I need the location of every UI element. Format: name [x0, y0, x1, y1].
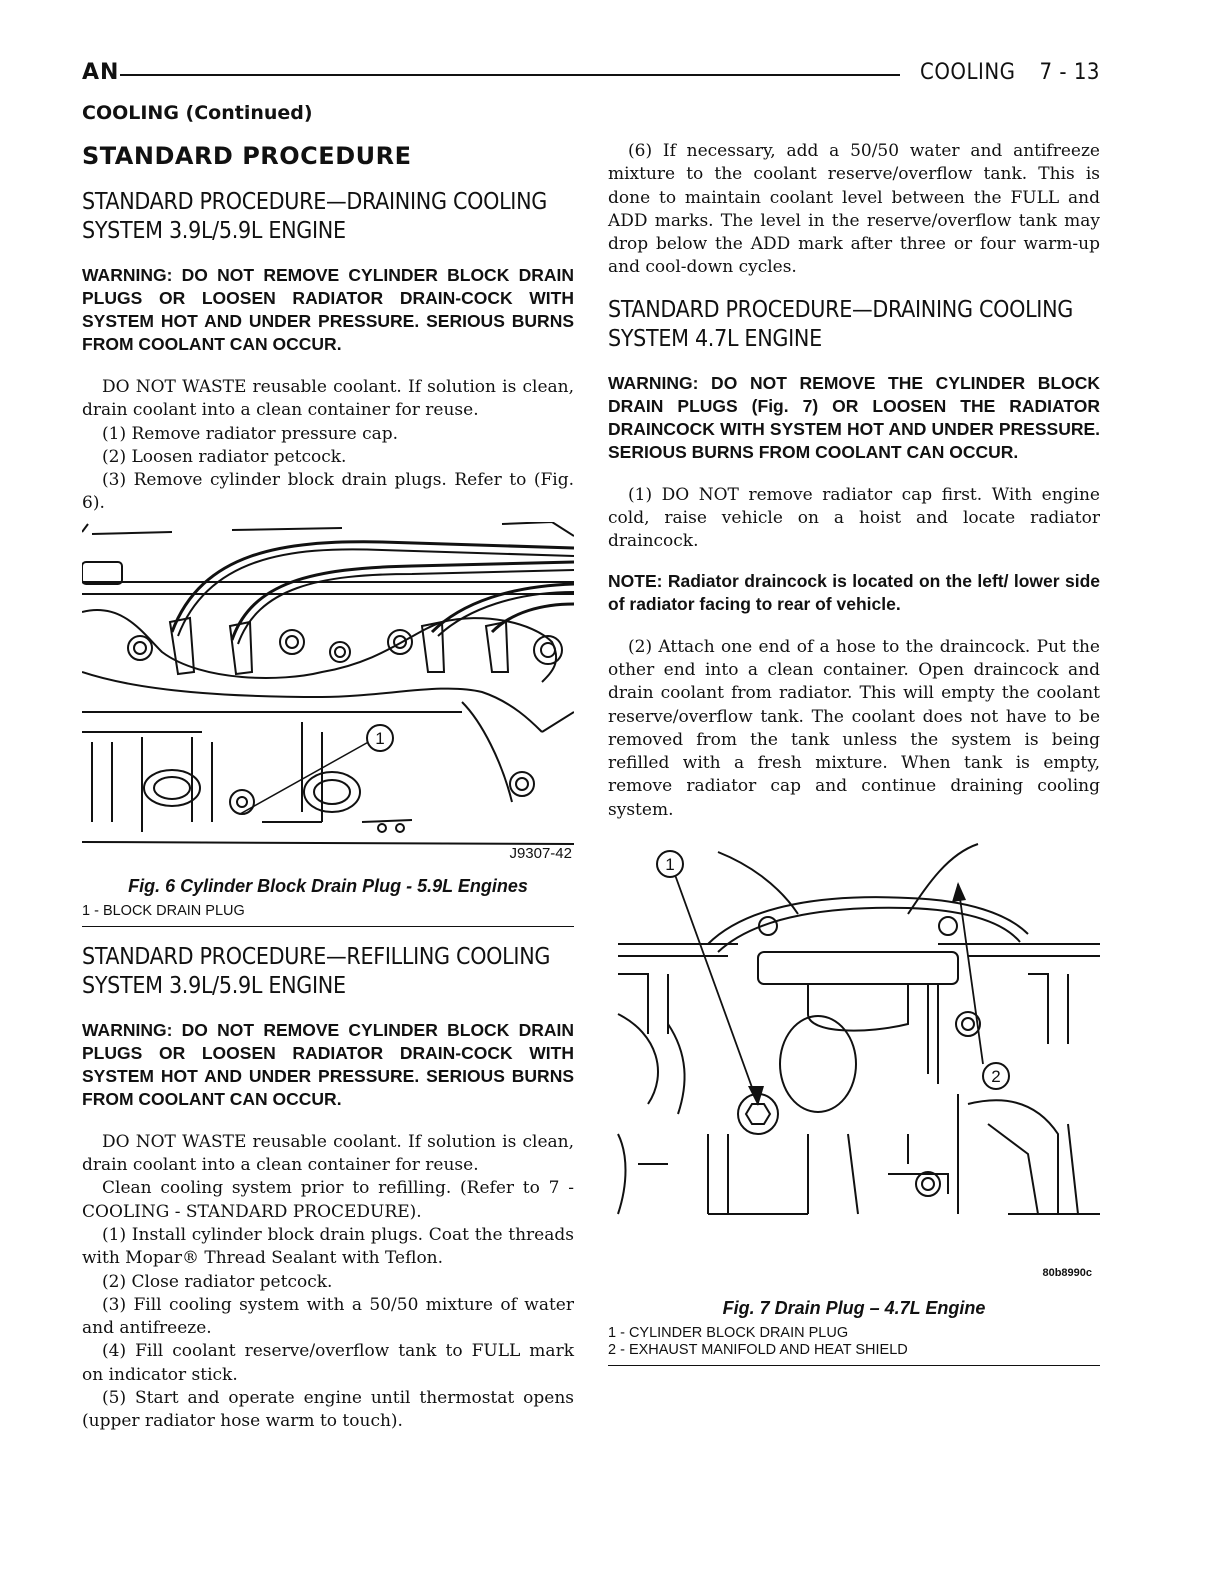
header-section-title: COOLING	[920, 60, 1016, 85]
refilling-39-59-clean-note: Clean cooling system prior to refilling. (Refer to 7 - COOLING - STANDARD PROCEDURE).	[82, 1178, 574, 1222]
figure-6-callout-number: 1	[375, 728, 385, 748]
figure-6-caption: Fig. 6 Cylinder Block Drain Plug - 5.9L Engines	[128, 875, 528, 896]
draining-39-59-step-1: (1) Remove radiator pressure cap.	[102, 423, 399, 444]
engine-47-drain-plug-illustration	[608, 834, 1100, 1290]
header-right	[920, 60, 1100, 85]
figure-6-legend-item: 1 - BLOCK DRAIN PLUG	[82, 902, 245, 919]
figure-7-callout-1-number: 1	[665, 855, 675, 875]
figure-7-legend-item-2: 2 - EXHAUST MANIFOLD AND HEAT SHIELD	[608, 1342, 908, 1359]
draining-47-warning: WARNING: DO NOT REMOVE THE CYLINDER BLOCK DRAIN PLUGS (Fig. 7) OR LOOSEN THE RADIATOR DRAINCOCK WITH SYSTEM HOT AND UNDER PRESSURE. SERIOUS BURNS FROM COOLANT CAN OCCUR.	[608, 372, 1100, 462]
figure-7-id: 80b8990c	[1042, 1267, 1092, 1280]
refilling-39-59-intro: DO NOT WASTE reusable coolant. If solution is clean, drain coolant into a clean container for reuse.	[82, 1131, 574, 1176]
continued-label: COOLING (Continued)	[82, 102, 313, 124]
figure-7-legend-item-1: 1 - CYLINDER BLOCK DRAIN PLUG	[608, 1325, 849, 1342]
refilling-39-59-step-5: (5) Start and operate engine until thermostat opens (upper radiator hose warm to touch).	[82, 1388, 574, 1432]
refilling-step-6: (6) If necessary, add a 50/50 water and antifreeze mixture to the coolant reserve/overflow tank. This is done to maintain coolant level between the FULL and ADD marks. The level in the reserve/overflow tank may drop below the ADD mark after three or four warm-up and cool-down cycles.	[608, 141, 1100, 278]
refilling-39-59-title: STANDARD PROCEDURE—REFILLING COOLING SYSTEM 3.9L/5.9L ENGINE	[82, 943, 551, 999]
figure-7-rule	[608, 1365, 1100, 1366]
header-page-number: 7 - 13	[1039, 60, 1100, 85]
figure-7-callout-1	[657, 851, 683, 877]
figure-6-id: J9307-42	[509, 844, 572, 862]
page-header	[82, 58, 1100, 92]
draining-47-title: STANDARD PROCEDURE—DRAINING COOLING SYSTEM 4.7L ENGINE	[608, 296, 1074, 352]
draining-39-59-warning: WARNING: DO NOT REMOVE CYLINDER BLOCK DRAIN PLUGS OR LOOSEN RADIATOR DRAIN-COCK WITH SYSTEM HOT AND UNDER PRESSURE. SERIOUS BURNS FROM COOLANT CAN OCCUR.	[82, 265, 574, 354]
figure-6-callout	[367, 725, 393, 751]
figure-7-callout-2-number: 2	[991, 1067, 1001, 1087]
draining-47-step-1: (1) DO NOT remove radiator cap first. With engine cold, raise vehicle on a hoist and locate radiator draincock.	[608, 484, 1100, 552]
refilling-39-59-step-4: (4) Fill coolant reserve/overflow tank to FULL mark on indicator stick.	[82, 1341, 574, 1385]
header-rule	[120, 74, 900, 76]
refilling-39-59-step-1: (1) Install cylinder block drain plugs. Coat the threads with Mopar® Thread Sealant with Teflon.	[82, 1224, 574, 1269]
draining-39-59-intro: DO NOT WASTE reusable coolant. If solution is clean, drain coolant into a clean container for reuse.	[82, 377, 574, 421]
draining-39-59-title: STANDARD PROCEDURE—DRAINING COOLING SYSTEM 3.9L/5.9L ENGINE	[82, 189, 548, 244]
refilling-39-59-step-3: (3) Fill cooling system with a 50/50 mixture of water and antifreeze.	[82, 1294, 574, 1339]
header-model-code: AN	[82, 60, 120, 85]
figure-6	[82, 522, 574, 868]
right-column	[608, 140, 1100, 1366]
refilling-39-59-step-2: (2) Close radiator petcock.	[102, 1271, 333, 1292]
standard-procedure-heading: STANDARD PROCEDURE	[82, 142, 412, 170]
refilling-39-59-warning: WARNING: DO NOT REMOVE CYLINDER BLOCK DRAIN PLUGS OR LOOSEN RADIATOR DRAIN-COCK WITH SYSTEM HOT AND UNDER PRESSURE. SERIOUS BURNS FROM COOLANT CAN OCCUR.	[82, 1019, 574, 1109]
figure-7-callout-2	[983, 1063, 1009, 1089]
draining-39-59-step-3: (3) Remove cylinder block drain plugs. Refer to (Fig. 6).	[82, 470, 574, 514]
draining-47-step-2: (2) Attach one end of a hose to the draincock. Put the other end into a clean container. Open draincock and drain coolant from radiator. This will empty the coolant reserve/overflow tank. The coolant does not have to be removed from the tank unless the system is being refilled with a fresh mixture. When tank is empty, remove radiator cap and continue draining cooling system.	[608, 636, 1100, 820]
figure-7	[608, 834, 1100, 1290]
engine-block-drain-plug-illustration	[82, 522, 574, 868]
left-column	[82, 140, 574, 1434]
draining-47-note: NOTE: Radiator draincock is located on the left/ lower side of radiator facing to rear of vehicle.	[608, 570, 1100, 614]
draining-39-59-step-2: (2) Loosen radiator petcock.	[102, 446, 347, 467]
figure-7-caption: Fig. 7 Drain Plug – 4.7L Engine	[722, 1298, 986, 1319]
